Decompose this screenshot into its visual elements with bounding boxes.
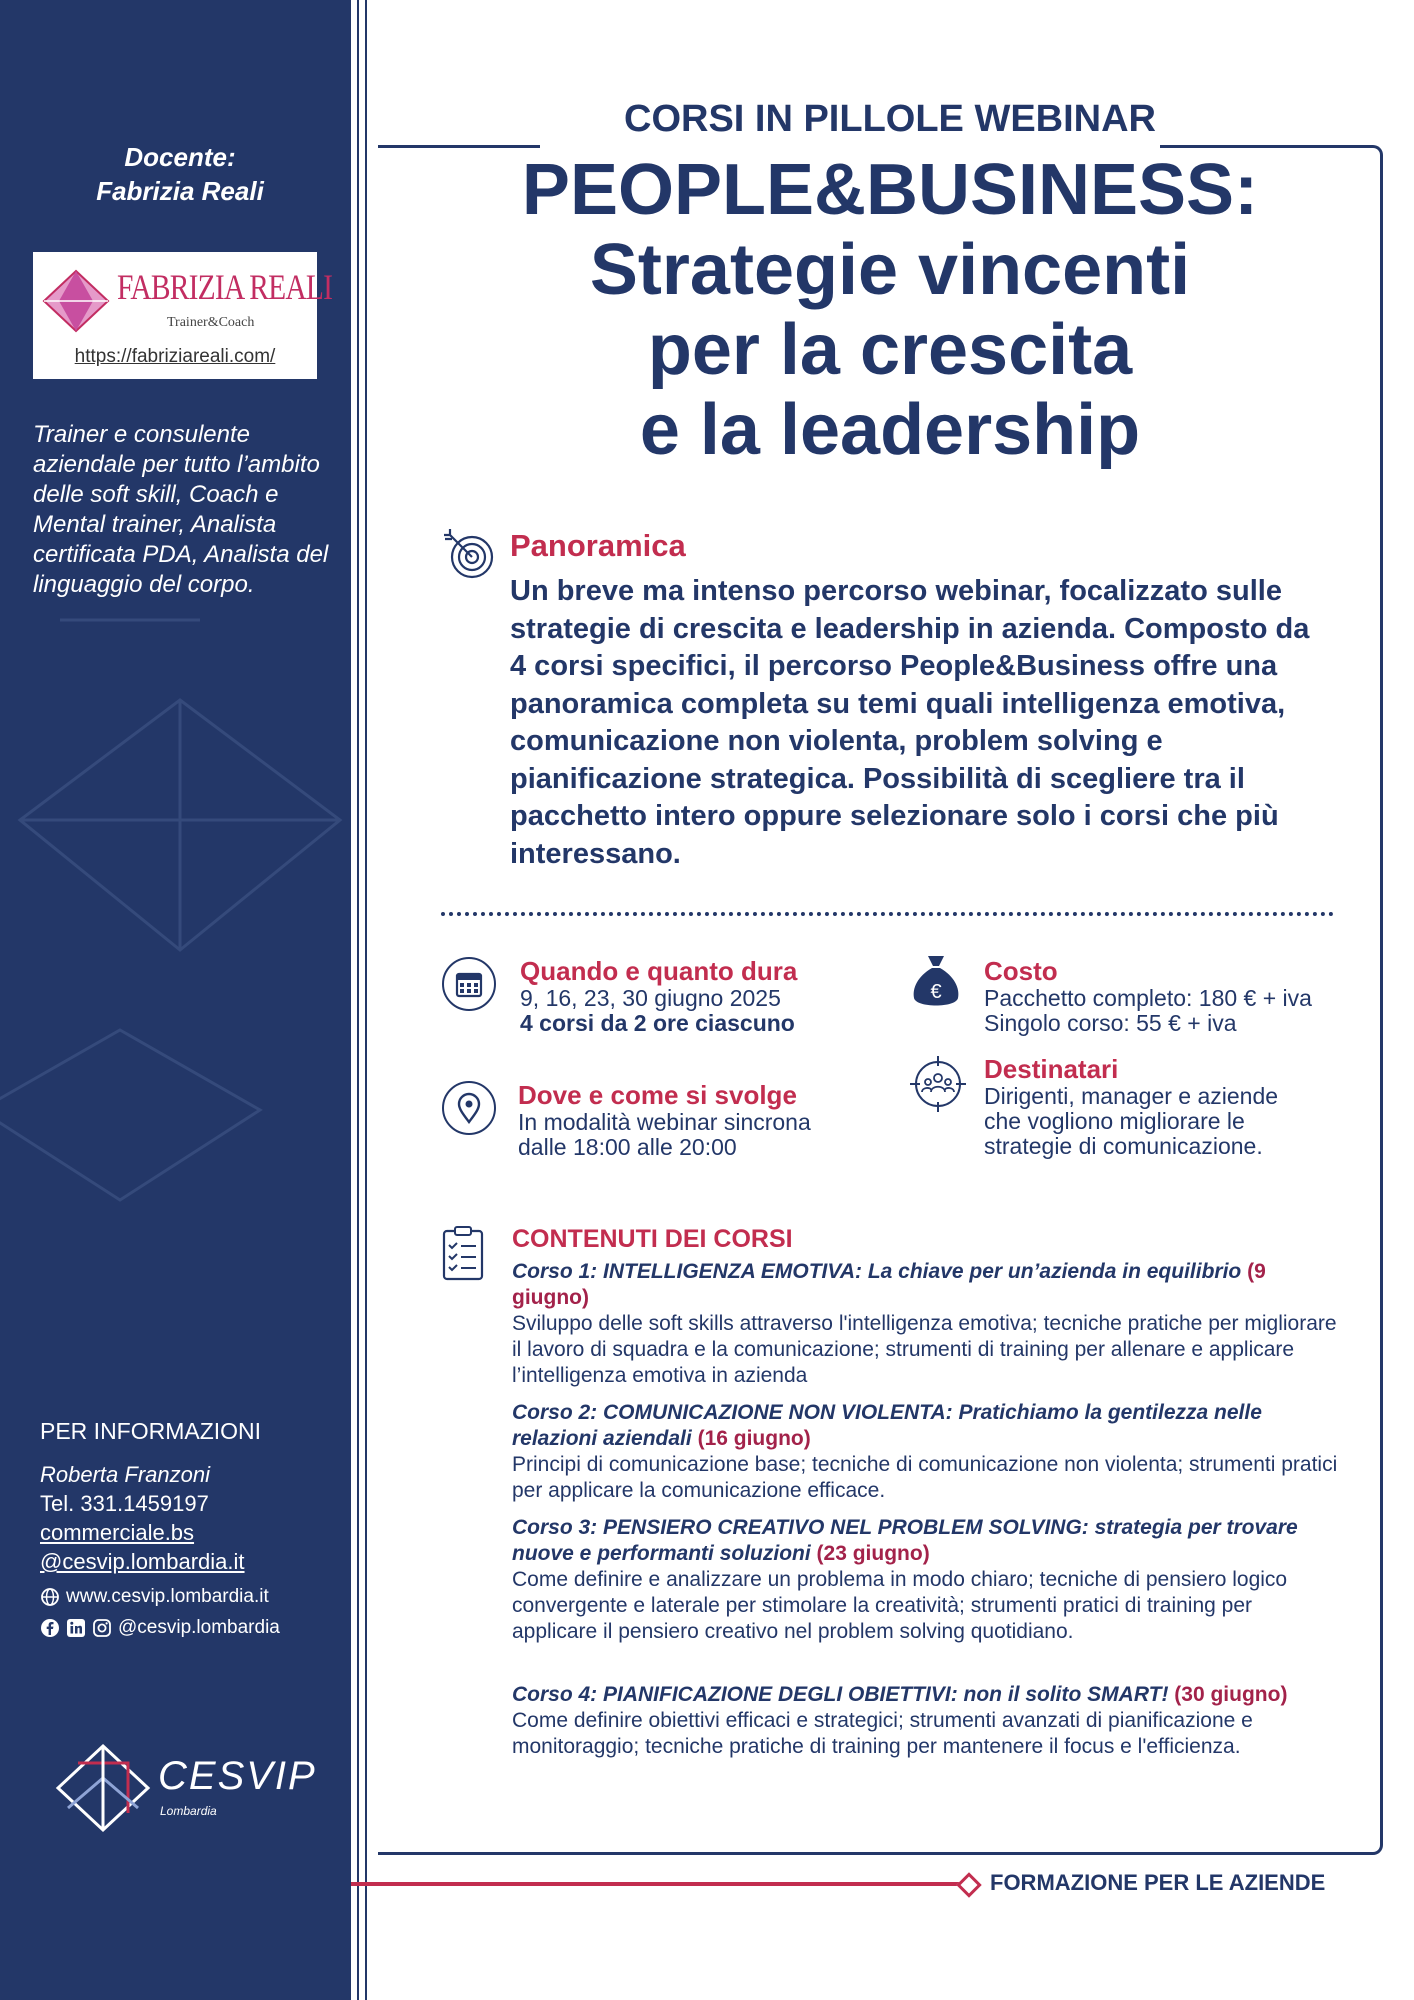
audience-target-icon [908, 1054, 968, 1114]
quando-block [520, 956, 797, 1036]
destinatari-line2: che vogliono migliorare le [984, 1108, 1245, 1134]
footer-label: FORMAZIONE PER LE AZIENDE [990, 1870, 1326, 1895]
facebook-icon[interactable] [40, 1618, 60, 1638]
panoramica-heading: Panoramica [510, 528, 686, 563]
website-text: www.cesvip.lombardia.it [66, 1586, 269, 1607]
dove-line1: In modalità webinar sincrona [518, 1109, 811, 1135]
footer-line [351, 1882, 963, 1886]
quando-line1: 9, 16, 23, 30 giugno 2025 [520, 985, 781, 1011]
quando-line2: 4 corsi da 2 ore ciascuno [520, 1010, 795, 1036]
globe-icon [40, 1587, 60, 1607]
trainer-website-link[interactable]: https://fabriziareali.com/ [74, 346, 276, 367]
page-title [440, 150, 1340, 470]
destinatari-line3: strategie di comunicazione. [984, 1133, 1263, 1159]
docente-block [20, 140, 340, 208]
instagram-icon[interactable] [92, 1618, 112, 1638]
dove-block [518, 1080, 811, 1160]
dotted-divider [441, 912, 1334, 916]
course-item [512, 1682, 1342, 1760]
docente-label: Docente: [124, 142, 236, 172]
sidebar [0, 0, 351, 2000]
kicker-title: CORSI IN PILLOLE WEBINAR [624, 98, 1156, 140]
course-title: Corso 4: PIANIFICAZIONE DEGLI OBIETTIVI: non il solito SMART! [512, 1683, 1169, 1706]
costo-heading: Costo [984, 956, 1058, 986]
course-date: (23 giugno) [816, 1542, 930, 1565]
course-item [512, 1400, 1342, 1504]
contenuti-heading: CONTENUTI DEI CORSI [512, 1225, 793, 1253]
info-title: PER INFORMAZIONI [40, 1418, 262, 1444]
course-date: (30 giugno) [1174, 1683, 1288, 1706]
course-description: Principi di comunicazione base; tecniche di comunicazione non violenta; strumenti pratici per applicare la comunicazione efficace. [512, 1453, 1338, 1502]
dove-heading: Dove e come si svolge [518, 1080, 797, 1110]
cesvip-name: CESVIP [158, 1754, 317, 1798]
course-title: Corso 3: PENSIERO CREATIVO NEL PROBLEM SOLVING: strategia per trovare nuove e performanti soluzioni [512, 1516, 1298, 1565]
checklist-icon [440, 1225, 488, 1283]
trainer-bio: Trainer e consulente aziendale per tutto l’ambito delle soft skill, Coach e Mental trainer, Analista certificata PDA, Analista del linguaggio del corpo. [33, 421, 329, 598]
logo-name: FABRIZIA REALI [117, 267, 333, 307]
costo-line2: Singolo corso: 55 € + iva [984, 1010, 1237, 1036]
contact-name: Roberta Franzoni [40, 1462, 210, 1487]
quando-heading: Quando e quanto dura [520, 956, 798, 986]
title-line-2: Strategie vincenti [589, 230, 1191, 310]
svg-text:€: € [930, 981, 942, 1003]
divider-line [357, 0, 359, 2000]
course-title: Corso 2: COMUNICAZIONE NON VIOLENTA: Pratichiamo la gentilezza nelle relazioni aziendali [512, 1401, 1262, 1450]
diamond-logo-icon [41, 268, 111, 334]
course-date: (16 giugno) [697, 1427, 811, 1450]
destinatari-block [984, 1054, 1278, 1159]
course-description: Come definire obiettivi efficaci e strategici; strumenti avanzati di pianificazione e monitoraggio; tecniche pratiche di training per mantenere il focus e l'efficienza. [512, 1709, 1253, 1758]
diamond-icon [956, 1872, 981, 1897]
social-row[interactable] [40, 1617, 280, 1639]
costo-block [984, 956, 1312, 1036]
social-handle: @cesvip.lombardia [118, 1617, 280, 1638]
course-description: Come definire e analizzare un problema in modo chiaro; tecniche di pensiero logico convergente e laterale per stimolare la creatività; strumenti pratici di training per applicare il pensiero creativo nel problem solving quotidiano. [512, 1568, 1288, 1643]
course-description: Sviluppo delle soft skills attraverso l'intelligenza emotiva; tecniche pratiche per migliorare il lavoro di squadra e la comunicazione; strumenti di training per allenare e applicare l’intelligenza emotiva in azienda [512, 1312, 1337, 1387]
location-pin-icon [441, 1080, 497, 1136]
target-icon [440, 525, 500, 585]
contact-email-line2[interactable]: @cesvip.lombardia.it [40, 1549, 245, 1574]
destinatari-line1: Dirigenti, manager e aziende [984, 1083, 1279, 1109]
calendar-icon [441, 956, 497, 1012]
title-line-3: per la crescita [647, 310, 1133, 390]
contact-email-line1[interactable]: commerciale.bs [40, 1520, 195, 1545]
course-item [512, 1259, 1342, 1389]
contact-info [40, 1460, 245, 1576]
linkedin-icon[interactable] [66, 1618, 86, 1638]
trainer-logo [33, 252, 333, 379]
costo-line1: Pacchetto completo: 180 € + iva [984, 985, 1312, 1011]
panoramica-text: Un breve ma intenso percorso webinar, focalizzato sulle strategie di crescita e leadership in azienda. Composto da 4 corsi specifici, il percorso People&Business offre una panoramica completa su temi quali intelligenza emotiva, comunicazione non violenta, problem solving e pianificazione strategica. Possibilità di scegliere tra il pacchetto intero oppure selezionare solo i corsi che più interessano. [510, 575, 1310, 870]
divider-line [365, 0, 367, 2000]
destinatari-heading: Destinatari [984, 1054, 1119, 1084]
cesvip-mark-icon [48, 1738, 158, 1838]
website-row[interactable] [40, 1586, 269, 1608]
money-bag-icon [908, 950, 964, 1012]
cesvip-sub: Lombardia [160, 1804, 217, 1818]
logo-subtitle: Trainer&Coach [167, 315, 255, 330]
title-line-4: e la leadership [639, 390, 1141, 470]
contact-phone[interactable]: Tel. 331.1459197 [40, 1491, 209, 1516]
title-line-1: PEOPLE&BUSINESS: [521, 150, 1259, 230]
course-item [512, 1515, 1342, 1645]
course-title: Corso 1: INTELLIGENZA EMOTIVA: La chiave per un’azienda in equilibrio [512, 1260, 1242, 1283]
cesvip-logo [48, 1738, 317, 1838]
course-date: (9 giugno) [512, 1260, 1266, 1309]
dove-line2: dalle 18:00 alle 20:00 [518, 1134, 737, 1160]
docente-name: Fabrizia Reali [96, 176, 264, 206]
